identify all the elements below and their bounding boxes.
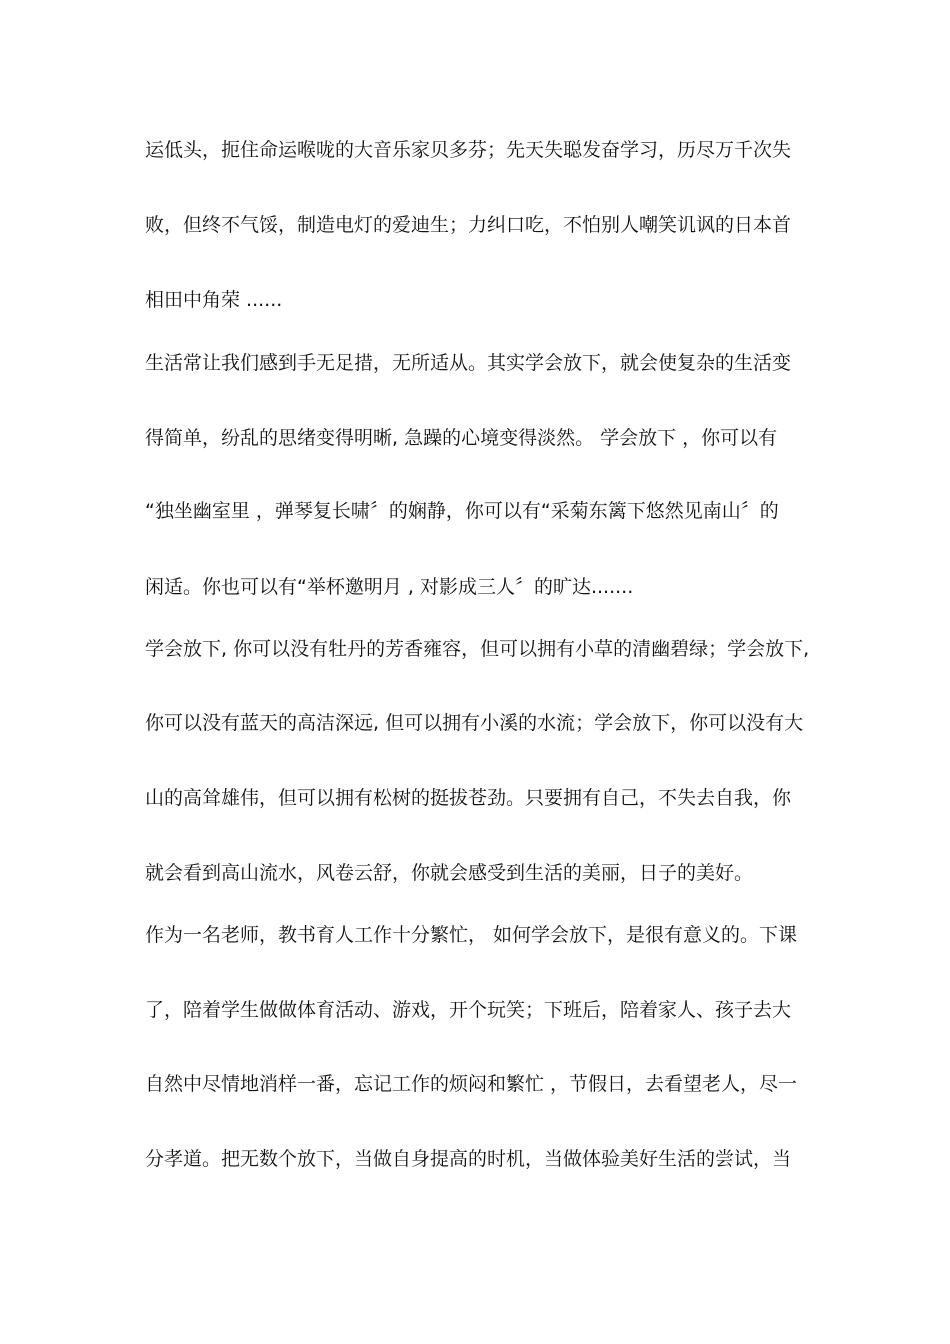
- text-line: 你可以没有蓝天的高洁深远, 但可以拥有小溪的水流；学会放下，你可以没有大: [145, 712, 804, 734]
- text-line: 作为一名老师，教书育人工作十分繁忙， 如何学会放下，是很有意义的。下课: [145, 924, 798, 946]
- text-line: 山的高耸雄伟，但可以拥有松树的挺拔苍劲。只要拥有自己，不失去自我，你: [145, 787, 792, 809]
- text-line: 闲适。你也可以有“举杯邀明月 , 对影成三人〞的旷达.......: [145, 576, 634, 598]
- text-line: 得简单，纷乱的思绪变得明晰, 急躁的心境变得淡然。 学会放下 ，你可以有: [145, 427, 778, 449]
- text-line: 就会看到高山流水，风卷云舒，你就会感受到生活的美丽，日子的美好。: [145, 862, 754, 884]
- text-line: 生活常让我们感到手无足措，无所适从。其实学会放下，就会使复杂的生活变: [145, 352, 792, 374]
- text-line: 败，但终不气馁，制造电灯的爱迪生；力纠口吃，不怕别人嘲笑讥讽的日本首: [145, 214, 792, 236]
- text-line: 了，陪着学生做做体育活动、游戏，开个玩笑；下班后，陪着家人、孩子去大: [145, 999, 792, 1021]
- text-line: 运低头，扼住命运喉咙的大音乐家贝多芬；先天失聪发奋学习，历尽万千次失: [145, 139, 792, 161]
- text-line: 学会放下, 你可以没有牡丹的芳香雍容，但可以拥有小草的清幽碧绿；学会放下,: [145, 638, 810, 660]
- text-line: 相田中角荣 ......: [145, 289, 283, 311]
- text-line: 自然中尽情地消样一番，忘记工作的烦闷和繁忙 ，节假日，去看望老人，尽一: [145, 1073, 798, 1095]
- text-line: 分孝道。把无数个放下，当做自身提高的时机，当做体验美好生活的尝试，当: [145, 1148, 792, 1170]
- text-line: “独坐幽室里 ，弹琴复长啸〞的娴静，你可以有“采菊东篱下悠然见南山〞的: [145, 500, 779, 522]
